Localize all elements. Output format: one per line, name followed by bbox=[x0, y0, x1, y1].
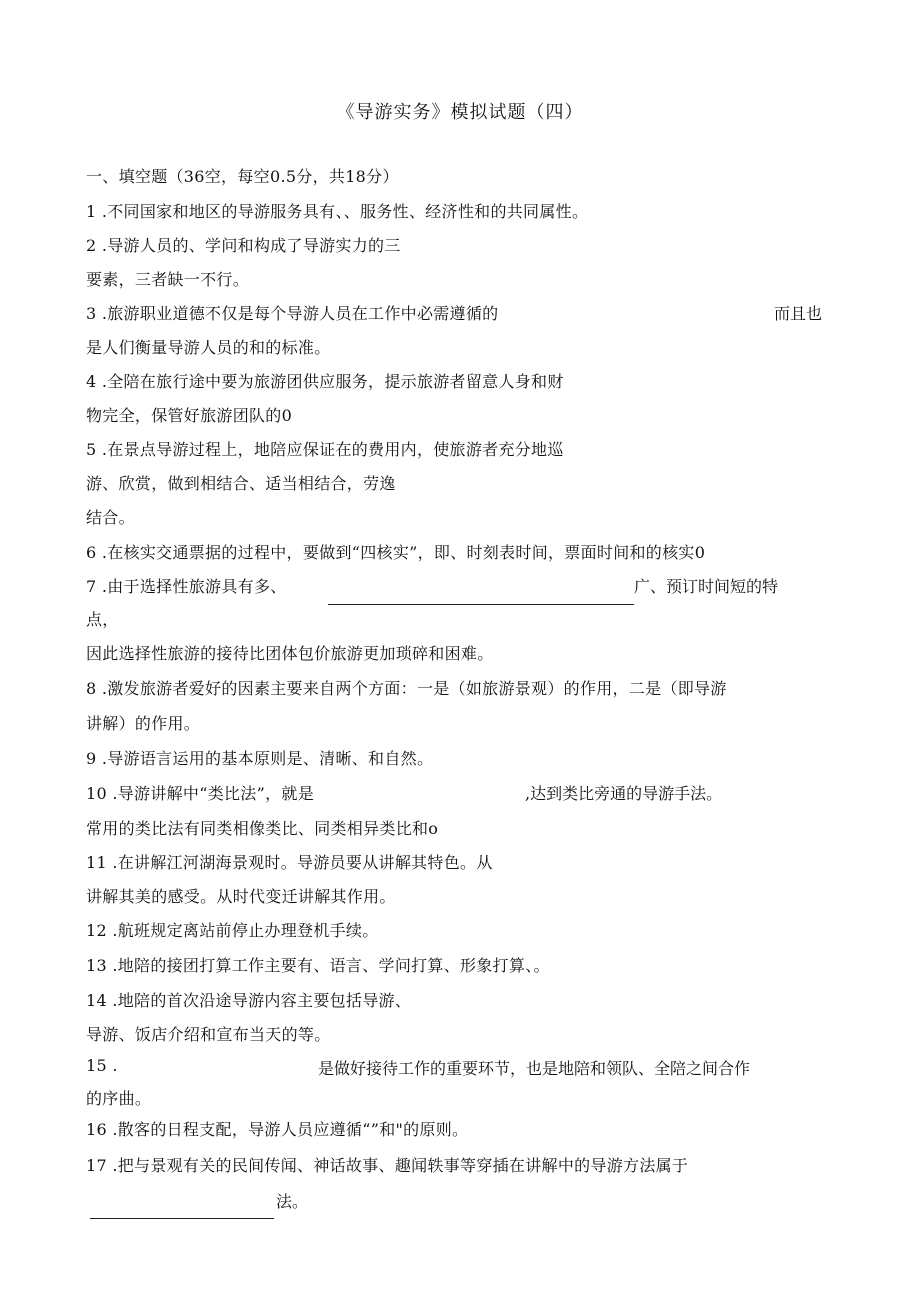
question-15-line-2: 的序曲。 bbox=[86, 1089, 152, 1108]
question-14-line-1: 14 .地陪的首次沿途导游内容主要包括导游、 bbox=[86, 991, 412, 1010]
question-10-line-1-tail: ,达到类比旁通的导游手法。 bbox=[525, 784, 723, 803]
question-17-line-1: 17 .把与景观有关的民间传闻、神话故事、趣闻轶事等穿插在讲解中的导游方法属于 bbox=[86, 1156, 689, 1175]
question-1: 1 .不同国家和地区的导游服务具有、、服务性、经济性和的共同属性。 bbox=[86, 202, 589, 221]
question-7-line-1-tail: 广、预订时间短的特 bbox=[634, 577, 779, 596]
question-11-line-1: 11 .在讲解江河湖海景观时。导游员要从讲解其特色。从 bbox=[86, 853, 493, 872]
question-3-line-1-tail: 而且也 bbox=[774, 304, 823, 323]
question-3-line-2: 是人们衡量导游人员的和的标准。 bbox=[86, 338, 331, 357]
question-7-line-3: 因此选择性旅游的接待比团体包价旅游更加琐碎和困难。 bbox=[86, 644, 494, 663]
question-9: 9 .导游语言运用的基本原则是、清晰、和自然。 bbox=[86, 749, 434, 768]
question-4-line-2: 物完全，保管好旅游团队的0 bbox=[86, 406, 293, 425]
question-17-line-2: 法。 bbox=[276, 1192, 309, 1211]
question-8-line-1: 8 .激发旅游者爱好的因素主要来自两个方面：一是（如旅游景观）的作用，二是（即导游 bbox=[86, 679, 727, 698]
question-10-line-2: 常用的类比法有同类相像类比、同类相异类比和o bbox=[86, 819, 439, 838]
question-17-blank bbox=[90, 1204, 274, 1223]
question-12: 12 .航班规定离站前停止办理登机手续。 bbox=[86, 921, 379, 940]
question-5-line-2: 游、欣赏，做到相结合、适当相结合，劳逸 bbox=[86, 474, 396, 493]
question-7-line-1: 7 .由于选择性旅游具有多、 bbox=[86, 577, 287, 596]
page-title: 《导游实务》模拟试题（四） bbox=[336, 102, 584, 123]
question-5-line-1: 5 .在景点导游过程上，地陪应保证在的费用内，使旅游者充分地巡 bbox=[86, 440, 564, 459]
question-14-line-2: 导游、饭店介绍和宣布当天的等。 bbox=[86, 1025, 331, 1044]
question-8-line-2: 讲解）的作用。 bbox=[86, 714, 201, 733]
question-6: 6 .在核实交通票据的过程中，要做到“四核实”，即、时刻表时间，票面时间和的核实0 bbox=[86, 543, 706, 562]
question-13: 13 .地陪的接团打算工作主要有、语言、学问打算、形象打算、。 bbox=[86, 956, 550, 975]
question-15-line-1-tail: 是做好接待工作的重要环节，也是地陪和领队、全陪之间合作 bbox=[318, 1059, 751, 1078]
question-16: 16 .散客的日程支配，导游人员应遵循“”和"的原则。 bbox=[86, 1120, 469, 1139]
question-3-line-1: 3 .旅游职业道德不仅是每个导游人员在工作中必需遵循的 bbox=[86, 304, 499, 323]
question-2-line-2: 要素，三者缺一不行。 bbox=[86, 270, 250, 289]
question-7-blank bbox=[328, 590, 634, 609]
question-5-line-3: 结合。 bbox=[86, 508, 135, 527]
question-4-line-1: 4 .全陪在旅行途中要为旅游团供应服务，提示旅游者留意人身和财 bbox=[86, 372, 564, 391]
question-2-line-1: 2 .导游人员的、学问和构成了导游实力的三 bbox=[86, 236, 401, 255]
question-11-line-2: 讲解其美的感受。从时代变迁讲解其作用。 bbox=[86, 887, 396, 906]
question-10-line-1: 10 .导游讲解中“类比法”，就是 bbox=[86, 784, 314, 803]
section-heading: 一、填空题（36空，每空0.5分，共18分） bbox=[86, 167, 399, 186]
question-7-line-2: 点， bbox=[86, 610, 119, 629]
question-15-line-1: 15 . bbox=[86, 1056, 118, 1075]
